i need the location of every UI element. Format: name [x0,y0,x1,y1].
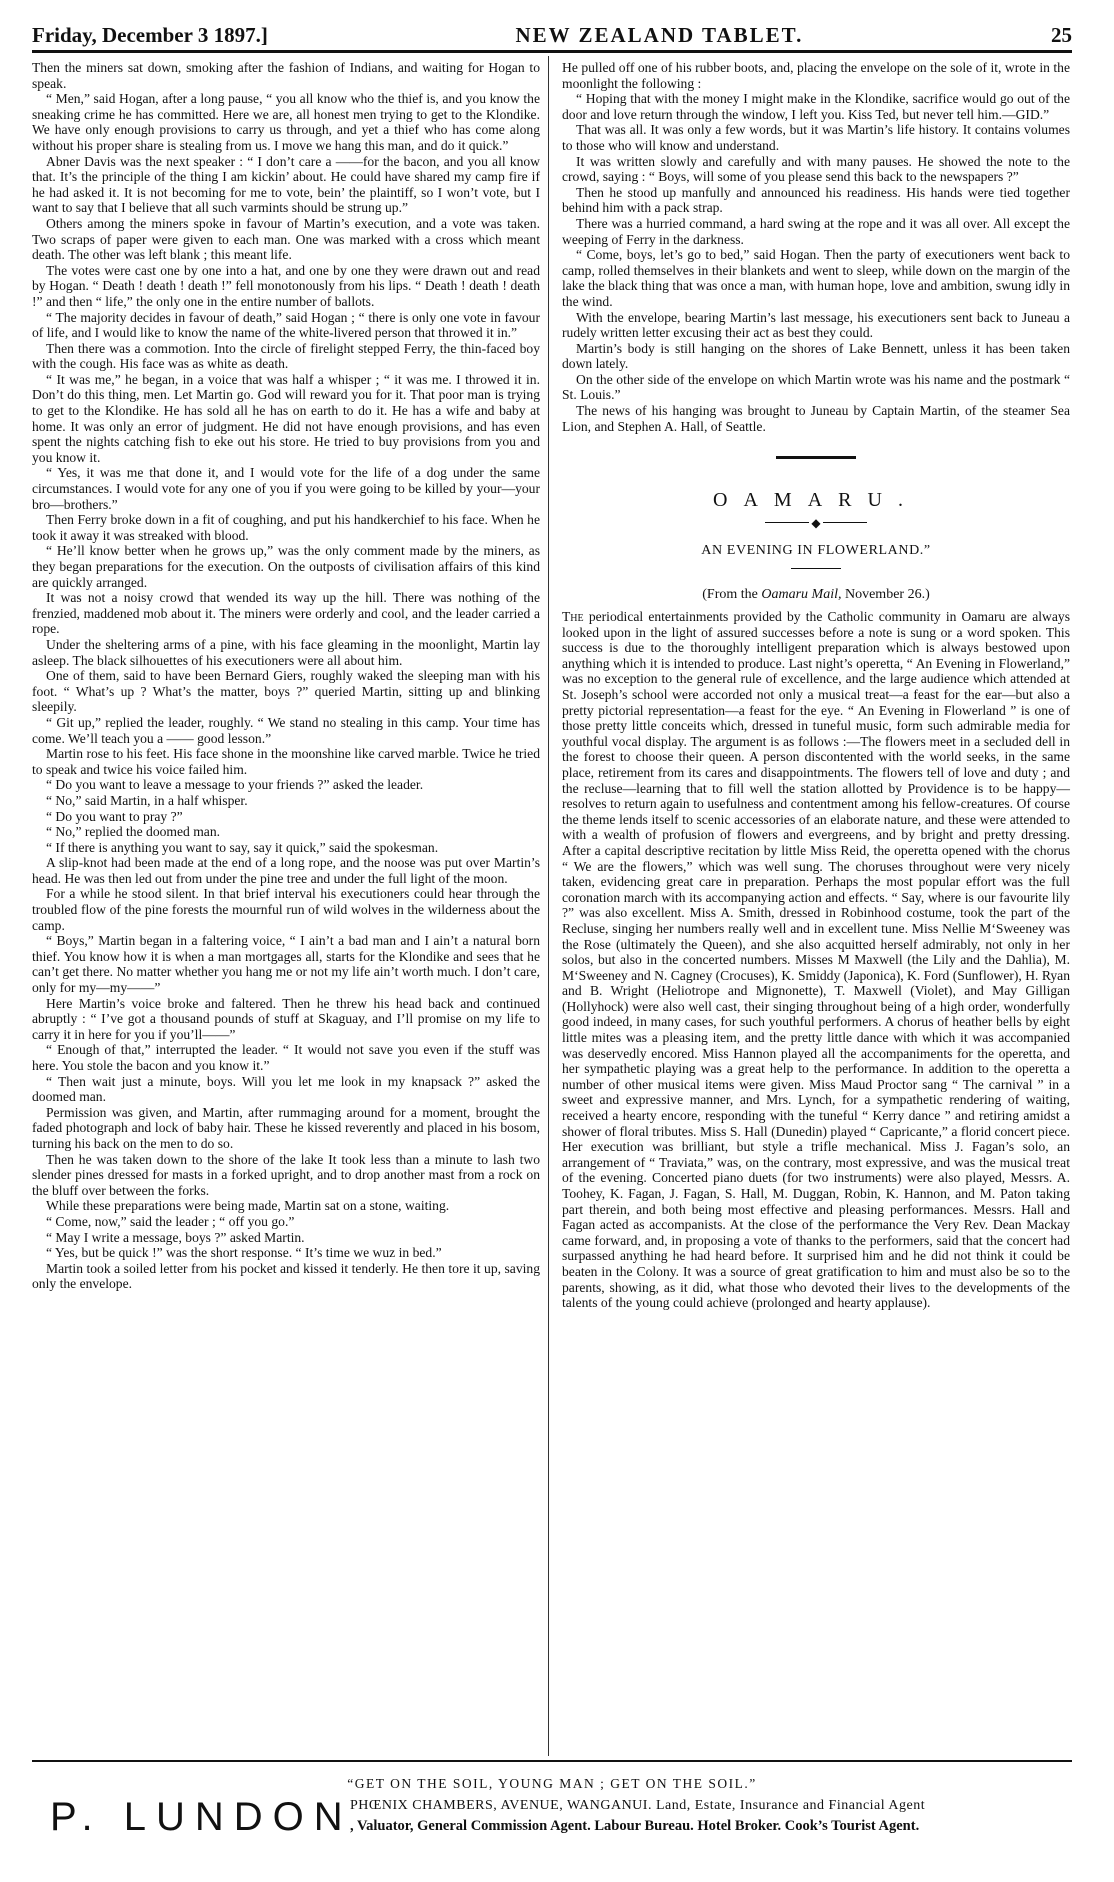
paragraph: “ Do you want to pray ?” [46,808,183,824]
paragraph: A slip-knot had been made at the end of a long rope, and the noose was put over Martin’s head. He was then led out from under the pine tree and under the full light of the moon. [32,855,540,886]
paragraph: “ Men,” said Hogan, after a long pause, “ you all know who the thief is, and you know the sneaking crime he has committed. Here we are, all honest men trying to get to the Klondike. We have only enough provisions to carry us through, and yet a thief who has come along without his proper share is stealing from us. I move we hang this man, and do it quick.” [32,91,540,153]
paragraph: “ Come, now,” said the leader ; “ off you go.” [46,1213,295,1229]
paragraph: Here Martin’s voice broke and faltered. Then he threw his head back and continued abruptly : “ I’ve got a thousand pounds of stuff at Skaguay, and I’ll promise on my life to carry it in here for you if you’ll——” [32,995,540,1042]
article-text: periodical entertainments provided by the Catholic community in Oamaru are always looked upon in the light of assured successes before a note is sung or a word spoken. This success is due to the thoroughly intelligent preparation which is always bestowed upon anything which it is intended to produce. Last night’s operetta, “ An Evening in Flowerland,” was no exception to the general rule of excellence, and the large audience which attended at St. Joseph’s school were accorded not only a musical treat—a feast for the ear—but also a pretty pictorial representation—a feast for the eye. “ An Evening in Flowerland ” is one of those pretty little conceits which, dressed in tuneful music, form such admirable media for youthful vocal display. The argument is as follows :—The flowers meet in a secluded dell in the forest to choose their queen. A person discontented with the world seeks, in the same place, retirement from its cares and disappointments. The flowers tell of love and duty ; and the recluse—learning that to fill well the station allotted by Providence is to be happy—resolves to return again to usefulness and contentment among his fellow-creatures. Of course the theme lends itself to scenic accessories of an elaborate nature, and these were attended to with a wealth of profusion of flowers and evergreens, and by bright and pretty dressing. After a capital descriptive recitation by little Miss Reid, the operetta opened with the chorus “ We are the flowers,” which was well sung. The choruses throughout were very nicely taken, evidencing great care in preparation. Perhaps the most popular effort was the full coronation march with its accompanying action and effects. “ Say, where is our favourite lily ?” was also excellent. Miss A. Smith, dressed in Robinhood costume, took the part of the Recluse, singing her numbers really well and in excellent tune. Miss Nellie M‘Sweeney was the Rose (ultimately the Queen), and she also acquitted herself admirably, not only in her solos, but also in the concerted numbers. Misses M Maxwell (the Lily and the Dahlia), M. M‘Sweeney and N. Cagney (Crocuses), K. Smiddy (Japonica), K. Ford (Sunflower), H. Ryan and B. Wright (Heliotrope and Mignonette), T. Maxwell (Violet), and May Gilligan (Hollyhock) were also well cast, their singing throughout being of a high order, wonderfully good indeed, in many cases, for such youthful performers. A chorus of heather bells by eight little mites was a pleasing item, and the pretty little dance with which it was accompanied was deservedly encored. Miss Hannon played all the accompaniments for the operetta, and her sympathetic playing was a great help to the performance. In addition to the operetta a number of other musical items were given. Miss Maud Proctor sang “ The carnival ” in a sweet and expressive manner, and Mrs. Lynch, for a sympathetic rendering of waiting, received a hearty encore, responding with the tuneful “ Kerry dance ” and retiring amidst a shower of floral tributes. Miss S. Hall (Dunedin) played “ Capricante,” a florid concert piece. Her execution was brilliant, but style a trifle mechanical. Miss J. Fagan’s solo, an arrangement of “ Traviata,” was, on the contrary, most expressive, and was the musical treat of the evening. Concerted piano duets (for two instruments) were also played, Messrs. A. Toohey, K. Fagan, J. Fagan, S. Hall, M. Duggan, Robin, K. Hannon, and M. Paton taking part therein, and both being most effective and pleasing performances. Messrs. Hall and Fagan acted as accompanists. At the close of the performance the Very Rev. Dean Mackay came forward, and, in proposing a vote of thanks to the performers, said that the concert had surpassed anything he had heard before. It surprised him and he did not think it could be beaten in the Colony. It was a source of great gratification to him and must also be so to the parents, showing, as it did, what those who devoted their lives to the developments of the talents of the young could achieve (prolonged and hearty applause). [562,609,1070,1311]
ad-services-1: Land, Estate, Insurance and Financial Agent [655,1798,926,1813]
article-first-word: The [562,609,584,625]
advertisement [32,1770,1072,1850]
paragraph: “ No,” said Martin, in a half whisper. [46,792,248,808]
paragraph: “ Then wait just a minute, boys. Will you let me look in my knapsack ?” asked the doomed man. [32,1073,540,1105]
story-conclusion [562,60,1070,434]
paragraph: That was all. It was only a few words, but it was Martin’s life history. It contains volumes to those who will know and understand. [562,122,1070,153]
paragraph: Permission was given, and Martin, after rummaging around for a moment, brought the faded photograph and lock of baby hair. These he kissed reverently and placed in his bosom, turning his back on the men to do so. [32,1104,540,1151]
paragraph: “ It was me,” he began, in a voice that was half a whisper ; “ it was me. I throwed it in. Don’t do this thing, men. Let Martin go. God will reward you for it. That poor man is trying to get to the Klondike. He has sold all he has on earth to do it. He has a wife and baby at home. It was only an error of judgment. He did not have enough provisions, and has even spent the nights catching fish to eke out his store. He tried to buy provisions from you and you know it. [32,371,540,465]
paragraph: Then there was a commotion. Into the circle of firelight stepped Ferry, the thin-faced boy with the cough. His face was as white as death. [32,340,540,372]
newspaper-title: NEW ZEALAND TABLET. [515,23,804,47]
paragraph: Martin took a soiled letter from his pocket and kissed it tenderly. He then tore it up, saving only the envelope. [32,1260,540,1292]
paragraph: “ May I write a message, boys ?” asked Martin. [46,1229,305,1245]
section-subtitle: AN EVENING IN FLOWERLAND.” [701,542,931,558]
paragraph: Then he stood up manfully and announced his readiness. His hands were tied together behind him with a pack strap. [562,184,1070,216]
diamond-icon: ◆ [811,515,821,530]
paragraph: “ Yes, it was me that done it, and I would vote for the life of a dog under the same circumstances. I would vote for any one of you if you were going to be killed by your—your bro—brothers.” [32,465,540,512]
left-column [32,60,540,1292]
paragraph: Others among the miners spoke in favour of Martin’s execution, and a vote was taken. Two scraps of paper were given to each man. One was marked with a cross which meant death. The other was left blank ; this meant life. [32,215,540,263]
paragraph: On the other side of the envelope on which Martin wrote was his name and the postmark “ St. Louis.” [562,371,1070,403]
paragraph: Martin rose to his feet. His face shone in the moonshine like carved marble. Twice he tried to speak and twice his voice failed him. [32,746,540,777]
source-credit [562,587,1070,603]
paragraph: It was written slowly and carefully and with many pauses. He showed the note to the crowd, saying : “ Boys, will some of you please send this back to the newspapers ?” [562,153,1070,185]
paragraph: Martin’s body is still hanging on the shores of Lake Bennett, unless it has been taken down lately. [562,340,1070,372]
ad-slogan: “GET ON THE SOIL, YOUNG MAN ; GET ON THE SOIL.” [347,1776,757,1791]
paragraph: “ Enough of that,” interrupted the leader. “ It would not save you even if the stuff was here. You stole the bacon and you know it.” [32,1042,540,1073]
paragraph: “ Hoping that with the money I might make in the Klondike, sacrifice would go out of the door and love return through the window, I left you. Kiss Ted, but never tell him.—GID.” [562,91,1070,122]
section-title: OAMARU. [713,489,919,512]
ad-brand: P. LUNDON [50,1795,353,1839]
paragraph: Then Ferry broke down in a fit of coughing, and put his handkerchief to his face. When he took it away it was streaked with blood. [32,512,540,543]
paragraph: Under the sheltering arms of a pine, with his face gleaming in the moonlight, Martin lay asleep. The black silhouettes of his executioners were all about him. [32,636,540,668]
section-rule [776,456,856,459]
ornament-line-left [765,522,809,523]
paragraph: “ He’ll know better when he grows up,” was the only comment made by the miners, as they began preparations for the execution. On the outposts of civilisation affairs of this kind are quickly arranged. [32,543,540,590]
section-ornament [562,517,1070,529]
footer-rule [32,1760,1072,1762]
page-number: 25 [1051,23,1072,47]
paragraph: “ Git up,” replied the leader, roughly. “ We stand no stealing in this camp. Your time has come. We’ll teach you a —— good lesson.” [32,714,540,746]
section-short-rule [791,568,841,569]
paragraph: “ If there is anything you want to say, say it quick,” said the spokesman. [46,839,439,855]
ad-address: PHŒNIX CHAMBERS, AVENUE, WANGANUI. [350,1798,652,1813]
right-column [562,60,1070,1311]
column-divider [548,56,549,1756]
ornament-line-right [823,522,867,523]
paragraph: One of them, said to have been Bernard Giers, roughly waked the sleeping man with his foot. “ What’s up ? What’s the matter, boys ?” queried Martin, sitting up and blinking sleepily. [32,668,540,715]
paragraph: It was not a noisy crowd that wended its way up the hill. There was nothing of the frenzied, maddened mob about it. The miners were orderly and cool, and the leader carried a rope. [32,590,540,637]
masthead [32,18,1072,48]
ad-services-2: , Valuator, General Commission Agent. Labour Bureau. Hotel Broker. Cook’s Tourist Agent. [350,1818,920,1834]
paragraph: “ No,” replied the doomed man. [46,824,221,840]
paragraph: “ Come, boys, let’s go to bed,” said Hogan. Then the party of executioners went back to camp, rolled themselves in their blankets and went to sleep, while down on the margin of the lake the black thing that was once a man, with human hope, love and ambition, swung idly in the wind. [562,247,1070,309]
paragraph: For a while he stood silent. In that brief interval his executioners could hear through the troubled flow of the pine forests the mournful run of wild wolves in the wilderness about the camp. [32,886,540,933]
paragraph: “ The majority decides in favour of death,” said Hogan ; “ there is only one vote in favour of life, and I would like to know the name of the white-livered person that throwed it in.” [32,309,540,341]
source-name: Oamaru Mail, [761,587,842,603]
paragraph: There was a hurried command, a hard swing at the rope and it was all over. All except the weeping of Ferry in the darkness. [562,215,1070,247]
paragraph: He pulled off one of his rubber boots, and, placing the envelope on the sole of it, wrote in the moonlight the following : [562,60,1070,91]
paragraph: Then the miners sat down, smoking after the fashion of Indians, and waiting for Hogan to speak. [32,60,540,91]
issue-date: Friday, December 3 1897.] [32,23,268,47]
source-prefix: (From the [702,587,758,603]
paragraph: Then he was taken down to the shore of the lake It took less than a minute to lash two slender pines dressed for masts in a forked upright, and to drop another mast from a rock on the bluff over between the forks. [32,1151,540,1198]
source-suffix: November 26.) [844,587,930,603]
paragraph: “ Yes, but be quick !” was the short response. “ It’s time we wuz in bed.” [46,1245,442,1261]
ad-address-line [350,1798,925,1814]
article-body [562,609,1070,1311]
paragraph: “ Do you want to leave a message to your friends ?” asked the leader. [46,777,424,793]
paragraph: “ Boys,” Martin began in a faltering voice, “ I ain’t a bad man and I ain’t a natural born thief. You know how it is when a man mortgages all, starts for the Klondike and sees that he can’t get there. No matter whether you hang me or not my life ain’t worth much. I don’t care, only for my—my——” [32,933,540,996]
paragraph: With the envelope, bearing Martin’s last message, his executioners sent back to Juneau a rudely written letter excusing their act as best they could. [562,309,1070,341]
paragraph: While these preparations were being made, Martin sat on a stone, waiting. [46,1198,450,1214]
paragraph: The votes were cast one by one into a hat, and one by one they were drawn out and read by Hogan. “ Death ! death ! death !” fell monotonously from his lips. “ Death ! death ! death !” and then “ life,” the only one in the entire number of ballots. [32,262,540,309]
masthead-rule [32,50,1072,53]
paragraph: The news of his hanging was brought to Juneau by Captain Martin, of the steamer Sea Lion, and Stephen A. Hall, of Seattle. [562,403,1070,434]
paragraph: Abner Davis was the next speaker : “ I don’t care a ——for the bacon, and you all know that. It’s the principle of the thing I am kickin’ about. He could have shared my camp fire if he had asked it. It is not becoming for me to vote, bein’ the plaintiff, so I won’t vote, but I want to say that I believe that all such varmints should be strung up.” [32,153,540,216]
